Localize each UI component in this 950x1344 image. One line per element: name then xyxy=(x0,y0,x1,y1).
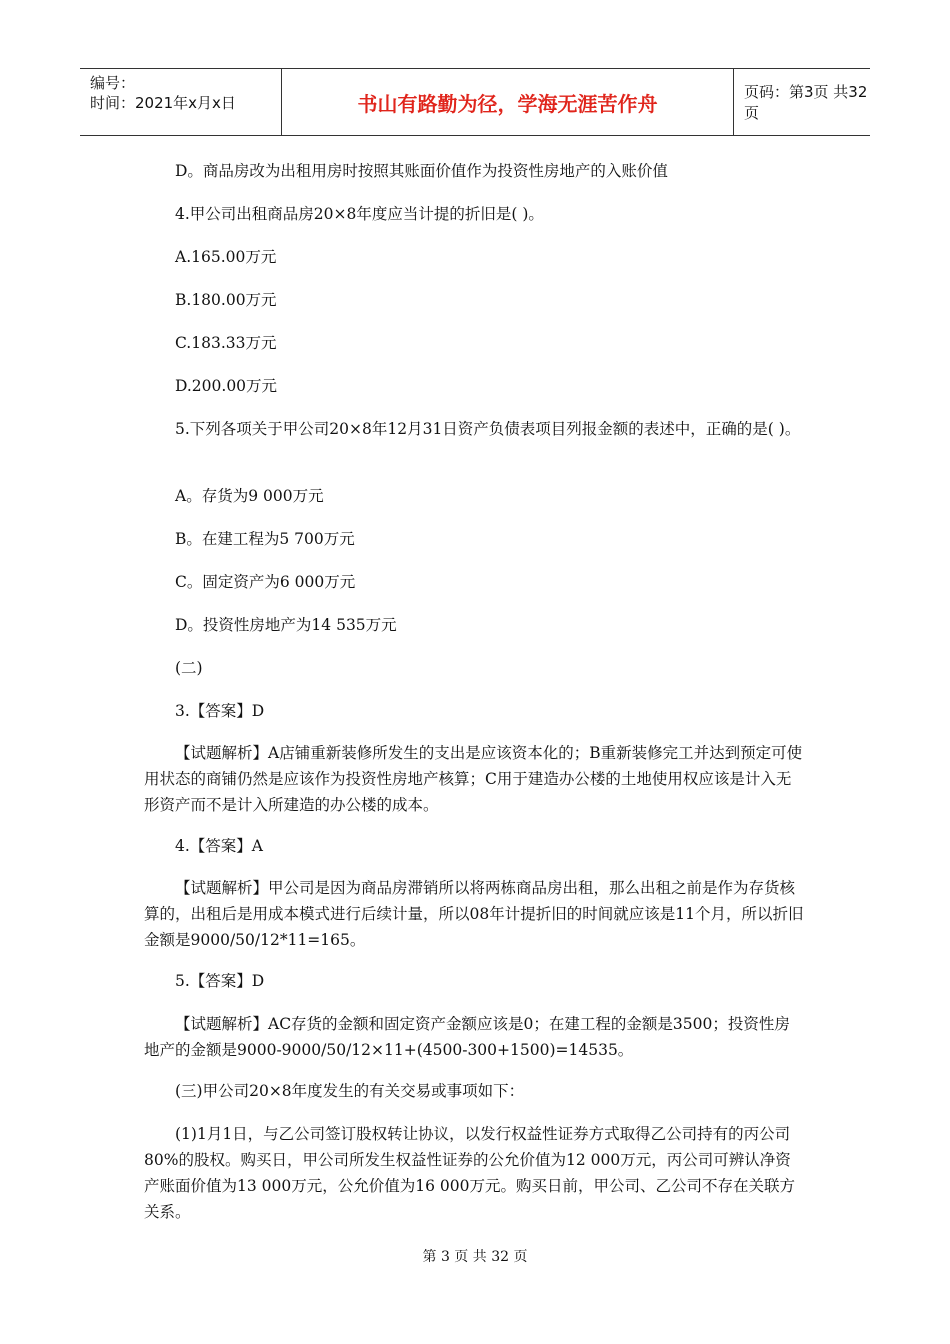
page-header xyxy=(80,68,870,136)
page-footer: 第 3 页 共 32 页 xyxy=(422,1249,528,1265)
date-label: 时间：2021年x月x日 xyxy=(90,94,236,112)
option-b: B.180.00万元 xyxy=(175,291,277,309)
answer-3: 3.【答案】D xyxy=(175,702,265,720)
transaction-1: (1)1月1日，与乙公司签订股权转让协议，以发行权益性证券方式取得乙公司持有的丙公司80%的股权。购买日，甲公司所发生权益性证券的公允价值为12 000万元，丙公司可辨认净资产账面价值为13 000万元，公允价值为16 000万元。购买日前，甲公司、乙公司不存在关联方关系。 xyxy=(144,1125,795,1221)
header-motto: 书山有路勤为径，学海无涯苦作舟 xyxy=(282,69,734,135)
explanation-5: 【试题解析】AC存货的金额和固定资产金额应该是0；在建工程的金额是3500；投资性房地产的金额是9000-9000/50/12×11+(4500-300+1500)=14535。 xyxy=(144,1015,790,1059)
answer-5: 5.【答案】D xyxy=(175,972,265,990)
answer-4: 4.【答案】A xyxy=(175,837,263,855)
explanation-4: 【试题解析】甲公司是因为商品房滞销所以将两栋商品房出租，那么出租之前是作为存货核算的，出租后是用成本模式进行后续计量，所以08年计提折旧的时间就应该是11个月，所以折旧金额是9000/50/12*11=165。 xyxy=(144,879,804,949)
section-heading: (三)甲公司20×8年度发生的有关交易或事项如下： xyxy=(175,1082,525,1100)
option-c: C.183.33万元 xyxy=(175,334,277,352)
section-heading: (二) xyxy=(175,659,203,677)
number-label: 编号： xyxy=(90,74,136,92)
header-page-info: 页码：第3页 共32页 xyxy=(744,83,868,122)
question-5: 5.下列各项关于甲公司20×8年12月31日资产负债表项目列报金额的表述中，正确的是( )。 xyxy=(175,420,801,438)
explanation-3: 【试题解析】A店铺重新装修所发生的支出是应该资本化的；B重新装修完工并达到预定可使用状态的商铺仍然是应该作为投资性房地产核算；C用于建造办公楼的土地使用权应该是计入无形资产而不是计入所建造的办公楼的成本。 xyxy=(144,744,803,814)
question-4: 4.甲公司出租商品房20×8年度应当计提的折旧是( )。 xyxy=(175,205,544,223)
option-a: A.165.00万元 xyxy=(175,248,277,266)
option-d-text: D。商品房改为出租用房时按照其账面价值作为投资性房地产的入账价值 xyxy=(175,162,668,180)
option-d: D。投资性房地产为14 535万元 xyxy=(175,616,397,634)
option-a: A。存货为9 000万元 xyxy=(175,487,324,505)
option-c: C。固定资产为6 000万元 xyxy=(175,573,356,591)
option-d: D.200.00万元 xyxy=(175,377,278,395)
header-meta xyxy=(80,69,282,135)
option-b: B。在建工程为5 700万元 xyxy=(175,530,355,548)
